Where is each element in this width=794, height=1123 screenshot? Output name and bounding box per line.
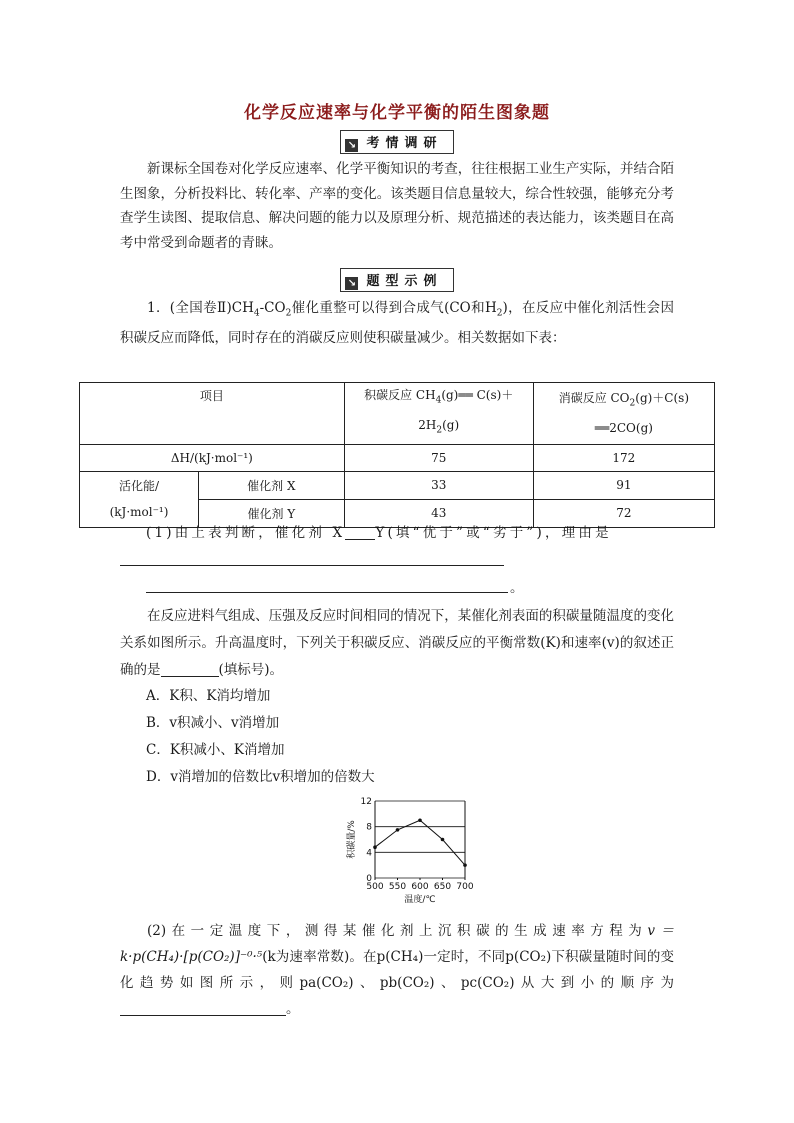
chart-x-tick-label: 500 bbox=[366, 882, 384, 892]
table-row-ea-label: 活化能/ (kJ·mol⁻¹) bbox=[80, 471, 199, 527]
table-header-carbon-deposit: 积碳反应 $CH_4(g)══$ C(s)＋ $2H_2(g)$ bbox=[344, 383, 533, 445]
chart-x-label: 温度/℃ bbox=[404, 895, 436, 905]
answer-line[interactable] bbox=[146, 592, 508, 593]
chart-data-point bbox=[396, 828, 400, 832]
page-title: 化学反应速率与化学平衡的陌生图象题 bbox=[244, 103, 550, 123]
chart-x-tick-label: 600 bbox=[411, 882, 429, 892]
section-header-research bbox=[0, 130, 794, 154]
table-row-dh-label: ΔH/(kJ·mol⁻¹) bbox=[80, 444, 345, 471]
answer-blank[interactable] bbox=[345, 525, 375, 540]
chart-y-tick-label: 8 bbox=[366, 822, 372, 833]
table-cell: 172 bbox=[533, 444, 714, 471]
chart-y-tick-label: 4 bbox=[366, 848, 372, 859]
chart-data-point bbox=[463, 863, 467, 867]
chart-grid bbox=[375, 801, 465, 878]
reaction-data-table bbox=[79, 382, 715, 528]
option-c: C．K积减小、K消增加 bbox=[146, 742, 285, 758]
chart-data-point bbox=[441, 838, 445, 842]
question-1-stem: 1．(全国卷$Ⅱ)CH_4-CO_2$催化重整可以得到合成气(CO和$H_2$)，在反应中催化剂活性会因积碳反应而降低，同时存在的消碳反应则使积碳量减少。相关数据如下表： bbox=[120, 300, 674, 347]
chart-x-tick-label: 650 bbox=[433, 882, 452, 892]
question-1-part-2: 在反应进料气组成、压强及反应时间相同的情况下，某催化剂表面的积碳量随温度的变化关系如图所示。升高温度时，下列关于积碳反应、消碳反应的平衡常数(K)和速率(v)的叙述正确的是 (填标号)。 bbox=[120, 608, 674, 678]
table-cell-catalyst-y: 催化剂 Y bbox=[199, 499, 345, 527]
chart-points bbox=[373, 818, 467, 867]
arrow-icon: ↘ bbox=[345, 139, 358, 152]
table-header-carbon-removal: 消碳反应 $CO_2(g)+C(s)$ ══2CO(g) bbox=[533, 383, 714, 445]
period-mark: 。 bbox=[510, 580, 524, 596]
section-header-examples bbox=[0, 268, 794, 292]
table-header-item: 项目 bbox=[80, 383, 345, 445]
chart-x-tick-label: 700 bbox=[456, 882, 474, 892]
carbon-deposit-chart bbox=[345, 793, 475, 915]
chart-axes bbox=[375, 801, 465, 880]
chart-y-label: 积碳量/% bbox=[347, 820, 357, 859]
option-b: B．v积减小、v消增加 bbox=[146, 715, 280, 731]
table-cell: 72 bbox=[533, 499, 714, 527]
intro-paragraph: 新课标全国卷对化学反应速率、化学平衡知识的考查，往往根据工业生产实际，并结合陌生图象，分析投料比、转化率、产率的变化。该类题目信息量较大，综合性较强，能够充分考查学生读图、提取信息、解决问题的能力以及原理分析、规范描述的表达能力，该类题目在高考中常受到命题者的青睐。 bbox=[120, 161, 674, 251]
chart-data-point bbox=[418, 818, 422, 822]
chart-y-tick-label: 12 bbox=[360, 797, 372, 807]
chart-x-tick-label: 550 bbox=[388, 882, 407, 892]
section-label: 考情调研 bbox=[366, 136, 443, 151]
option-a: A．K积、K消均增加 bbox=[146, 688, 271, 704]
table-cell: 91 bbox=[533, 471, 714, 499]
table-cell: 33 bbox=[344, 471, 533, 499]
chart-y-tick-label: 0 bbox=[366, 874, 372, 884]
table-cell: 43 bbox=[344, 499, 533, 527]
table-cell-catalyst-x: 催化剂 X bbox=[199, 471, 345, 499]
arrow-icon: ↘ bbox=[345, 277, 358, 290]
answer-blank[interactable] bbox=[120, 1001, 286, 1016]
chart-data-point bbox=[373, 845, 377, 849]
section-label: 题型示例 bbox=[366, 274, 443, 289]
question-1-part-3: (2)在一定温度下，测得某催化剂上沉积碳的生成速率方程为v＝k·p(CH₄)·[p(CO₂)]⁻⁰·⁵(k为速率常数)。在p(CH₄)一定时，不同p(CO₂)下积碳量随时间的变化趋势如图所示，则pa(CO₂)、pb(CO₂)、pc(CO₂)从大到小的顺序为。 bbox=[120, 923, 674, 1017]
answer-line[interactable] bbox=[120, 565, 504, 566]
answer-blank[interactable] bbox=[161, 662, 219, 677]
table-cell: 75 bbox=[344, 444, 533, 471]
question-1-part-1: (1)由上表判断，催化剂 X Y(填“优于”或“劣于”)，理由是 bbox=[146, 525, 612, 541]
option-d: D．v消增加的倍数比v积增加的倍数大 bbox=[146, 769, 375, 785]
